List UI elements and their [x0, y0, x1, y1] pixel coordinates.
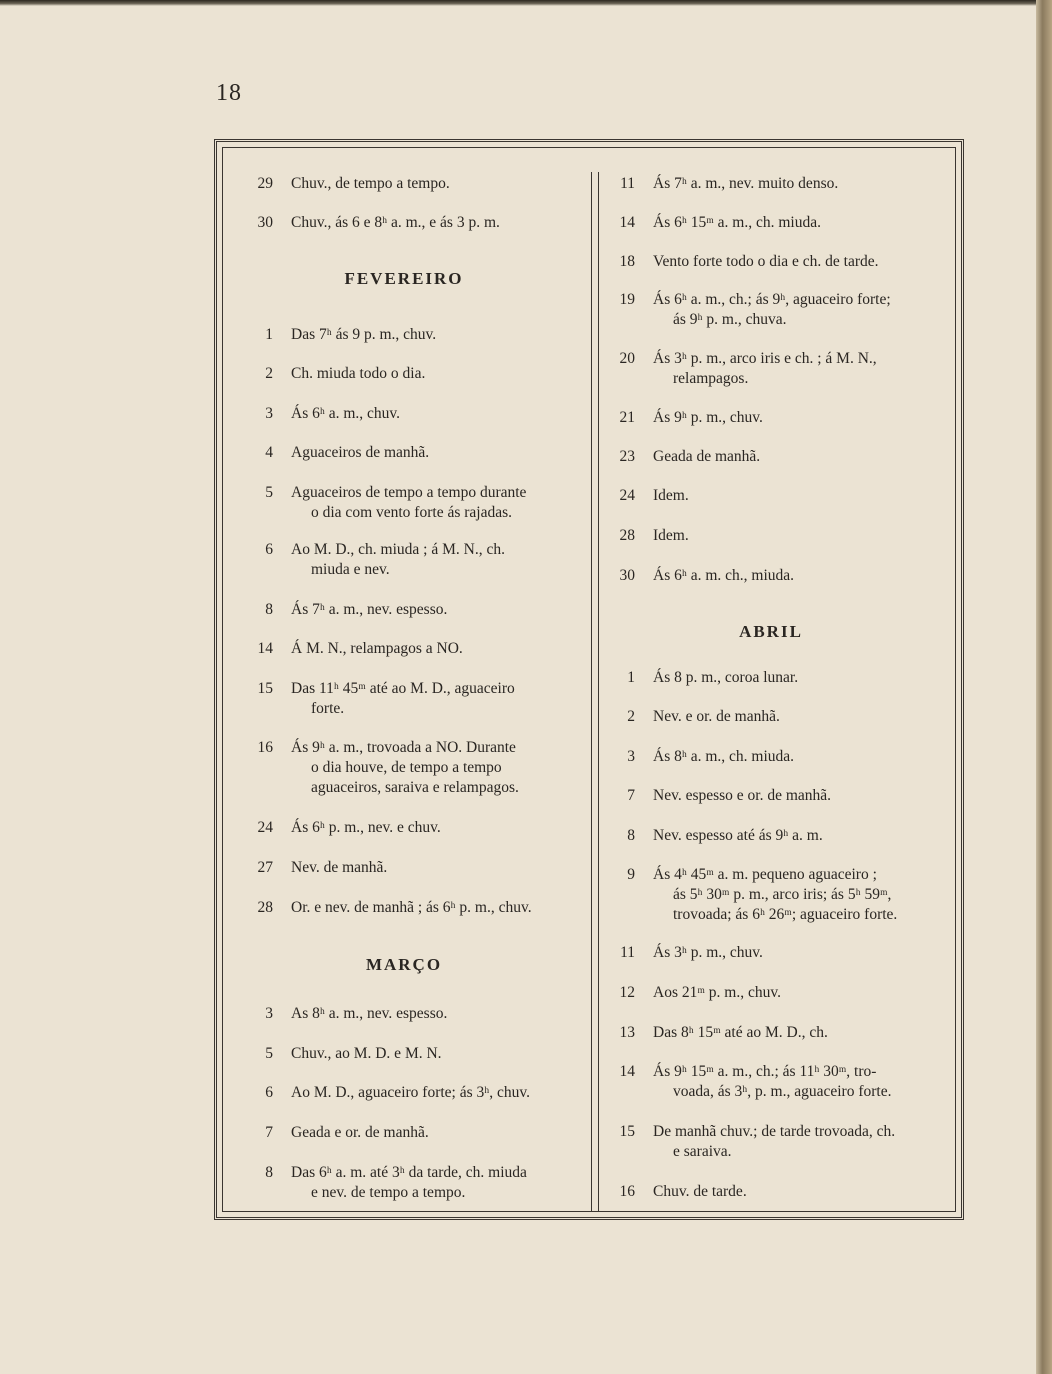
- observation-text: [291, 443, 569, 463]
- observation-text: [653, 349, 941, 389]
- day-number: 6: [265, 541, 273, 558]
- observation-line: relampagos.: [673, 370, 749, 387]
- observation-line: Ás 9ʰ a. m., trovoada a NO. Durante: [291, 739, 516, 756]
- observation-line: Ás 8 p. m., coroa lunar.: [653, 669, 799, 686]
- observation-line: Ás 7ʰ a. m., nev. espesso.: [291, 601, 448, 618]
- day-number: 14: [619, 1063, 635, 1080]
- observation-line: Nev. espesso até ás 9ʰ a. m.: [653, 827, 823, 844]
- day-number: 5: [265, 484, 273, 501]
- day-number: 2: [627, 708, 635, 725]
- day-number: 28: [257, 899, 273, 916]
- month-heading: FEVEREIRO: [344, 269, 464, 288]
- observation-text: [653, 983, 941, 1003]
- table-frame: [214, 139, 964, 1220]
- observation-text: [291, 540, 569, 580]
- observation-text: [653, 213, 941, 233]
- day-number: 16: [619, 1183, 635, 1200]
- observation-text: [291, 1163, 569, 1203]
- observation-text: [291, 213, 569, 233]
- observation-line: Aguaceiros de manhã.: [291, 444, 430, 461]
- observation-text: [291, 1083, 569, 1103]
- observation-text: [653, 668, 941, 688]
- day-number: 13: [619, 1024, 635, 1041]
- observation-text: [291, 1004, 569, 1024]
- observation-text: [291, 738, 569, 798]
- day-number: 14: [257, 640, 273, 657]
- observation-line: Das 6ʰ a. m. até 3ʰ da tarde, ch. miuda: [291, 1164, 527, 1181]
- observation-line: Or. e nev. de manhã ; ás 6ʰ p. m., chuv.: [291, 899, 532, 916]
- day-number: 24: [619, 487, 635, 504]
- observation-text: [653, 707, 941, 727]
- observation-line: Ao M. D., ch. miuda ; á M. N., ch.: [291, 541, 505, 558]
- observation-text: [291, 858, 569, 878]
- observation-text: [291, 818, 569, 838]
- day-number: 23: [619, 448, 635, 465]
- day-number: 19: [619, 291, 635, 308]
- day-number: 18: [619, 253, 635, 270]
- observation-line: Ás 6ʰ a. m., chuv.: [291, 405, 401, 422]
- day-number: 3: [627, 748, 635, 765]
- day-number: 7: [627, 787, 635, 804]
- day-number: 12: [619, 984, 635, 1001]
- observation-text: [291, 1123, 569, 1143]
- observation-text: [653, 786, 941, 806]
- observation-text: [653, 1182, 941, 1202]
- day-number: 20: [619, 350, 635, 367]
- day-number: 30: [619, 567, 635, 584]
- day-number: 16: [257, 739, 273, 756]
- observation-line: Das 8ʰ 15ᵐ até ao M. D., ch.: [653, 1024, 828, 1041]
- observation-line: Vento forte todo o dia e ch. de tarde.: [653, 253, 879, 270]
- day-number: 7: [265, 1124, 273, 1141]
- observation-text: [653, 943, 941, 963]
- day-number: 8: [265, 601, 273, 618]
- month-heading: MARÇO: [365, 955, 443, 974]
- observation-line: trovoada; ás 6ʰ 26ᵐ; aguaceiro forte.: [673, 906, 898, 923]
- month-heading: ABRIL: [739, 622, 803, 641]
- observation-text: [653, 290, 941, 330]
- observation-line: Ás 6ʰ a. m. ch., miuda.: [653, 567, 795, 584]
- day-number: 8: [627, 827, 635, 844]
- observation-text: [653, 174, 941, 194]
- observation-text: [291, 1044, 569, 1064]
- observation-line: Ás 9ʰ 15ᵐ a. m., ch.; ás 11ʰ 30ᵐ, tro-: [653, 1063, 877, 1080]
- observation-text: [653, 1023, 941, 1043]
- observation-line: e nev. de tempo a tempo.: [311, 1184, 466, 1201]
- observation-line: Das 11ʰ 45ᵐ até ao M. D., aguaceiro: [291, 680, 515, 697]
- day-number: 24: [257, 819, 273, 836]
- observation-line: Das 7ʰ ás 9 p. m., chuv.: [291, 326, 437, 343]
- day-number: 11: [620, 944, 635, 961]
- observation-line: Chuv., de tempo a tempo.: [291, 175, 450, 192]
- observation-line: Ás 8ʰ a. m., ch. miuda.: [653, 748, 795, 765]
- day-number: 2: [265, 365, 273, 382]
- day-number: 8: [265, 1164, 273, 1181]
- observation-line: Ás 3ʰ p. m., arco iris e ch. ; á M. N.,: [653, 350, 877, 367]
- observation-text: [291, 404, 569, 424]
- observation-line: Nev. de manhã.: [291, 859, 388, 876]
- day-number: 3: [265, 405, 273, 422]
- observation-line: Ás 6ʰ a. m., ch.; ás 9ʰ, aguaceiro forte;: [653, 291, 891, 308]
- observation-line: aguaceiros, saraiva e relampagos.: [311, 779, 519, 796]
- observation-line: o dia houve, de tempo a tempo: [311, 759, 502, 776]
- observation-line: voada, ás 3ʰ, p. m., aguaceiro forte.: [673, 1083, 892, 1100]
- day-number: 3: [265, 1005, 273, 1022]
- observation-line: Ás 9ʰ p. m., chuv.: [653, 409, 763, 426]
- day-number: 15: [619, 1123, 635, 1140]
- day-number: 11: [620, 175, 635, 192]
- observation-line: De manhã chuv.; de tarde trovoada, ch.: [653, 1123, 896, 1140]
- column-divider: [591, 172, 599, 1212]
- observation-text: [653, 447, 941, 467]
- observation-line: Aos 21ᵐ p. m., chuv.: [653, 984, 781, 1001]
- day-number: 9: [627, 866, 635, 883]
- observation-line: forte.: [311, 700, 345, 717]
- observation-line: Chuv., ao M. D. e M. N.: [291, 1045, 442, 1062]
- observation-line: Ch. miuda todo o dia.: [291, 365, 426, 382]
- day-number: 15: [257, 680, 273, 697]
- day-number: 1: [265, 326, 273, 343]
- observation-line: o dia com vento forte ás rajadas.: [311, 504, 512, 521]
- day-number: 21: [619, 409, 635, 426]
- observation-line: Nev. e or. de manhã.: [653, 708, 780, 725]
- observation-line: e saraiva.: [673, 1143, 732, 1160]
- observation-text: [653, 566, 941, 586]
- observation-text: [653, 486, 941, 506]
- day-number: 30: [257, 214, 273, 231]
- binding-edge: [1036, 0, 1052, 1374]
- observation-text: [291, 600, 569, 620]
- page-number: 18: [216, 80, 242, 106]
- observation-text: [653, 826, 941, 846]
- observation-line: Ás 6ʰ 15ᵐ a. m., ch. miuda.: [653, 214, 821, 231]
- day-number: 4: [265, 444, 273, 461]
- observation-line: miuda e nev.: [311, 561, 390, 578]
- day-number: 27: [257, 859, 273, 876]
- observation-line: Chuv. de tarde.: [653, 1183, 747, 1200]
- day-number: 1: [627, 669, 635, 686]
- observation-line: Ás 3ʰ p. m., chuv.: [653, 944, 763, 961]
- day-number: 6: [265, 1084, 273, 1101]
- day-number: 28: [619, 527, 635, 544]
- observation-line: Idem.: [653, 527, 689, 544]
- observation-text: [291, 483, 569, 523]
- observation-line: Ao M. D., aguaceiro forte; ás 3ʰ, chuv.: [291, 1084, 530, 1101]
- observation-line: Ás 6ʰ p. m., nev. e chuv.: [291, 819, 441, 836]
- observation-text: [653, 865, 941, 925]
- observation-line: ás 5ʰ 30ᵐ p. m., arco iris; ás 5ʰ 59ᵐ,: [673, 886, 892, 903]
- observation-text: [653, 1062, 941, 1102]
- observation-line: Á M. N., relampagos a NO.: [291, 640, 463, 657]
- observation-text: [291, 639, 569, 659]
- day-number: 5: [265, 1045, 273, 1062]
- observation-text: [653, 526, 941, 546]
- observation-text: [291, 898, 569, 918]
- observation-line: Chuv., ás 6 e 8ʰ a. m., e ás 3 p. m.: [291, 214, 500, 231]
- observation-line: Geada de manhã.: [653, 448, 761, 465]
- day-number: 29: [257, 175, 273, 192]
- observation-text: [291, 174, 569, 194]
- observation-text: [291, 679, 569, 719]
- observation-text: [653, 747, 941, 767]
- day-number: 14: [619, 214, 635, 231]
- observation-text: [653, 1122, 941, 1162]
- observation-line: Ás 7ʰ a. m., nev. muito denso.: [653, 175, 839, 192]
- observation-text: [291, 364, 569, 384]
- observation-line: Aguaceiros de tempo a tempo durante: [291, 484, 527, 501]
- observation-text: [653, 408, 941, 428]
- observation-line: Ás 4ʰ 45ᵐ a. m. pequeno aguaceiro ;: [653, 866, 877, 883]
- observation-line: As 8ʰ a. m., nev. espesso.: [291, 1005, 448, 1022]
- observation-line: Idem.: [653, 487, 689, 504]
- observation-text: [653, 252, 941, 272]
- observation-line: Nev. espesso e or. de manhã.: [653, 787, 832, 804]
- observation-text: [291, 325, 569, 345]
- top-edge: [0, 0, 1036, 6]
- observation-line: Geada e or. de manhã.: [291, 1124, 429, 1141]
- observation-line: ás 9ʰ p. m., chuva.: [673, 311, 787, 328]
